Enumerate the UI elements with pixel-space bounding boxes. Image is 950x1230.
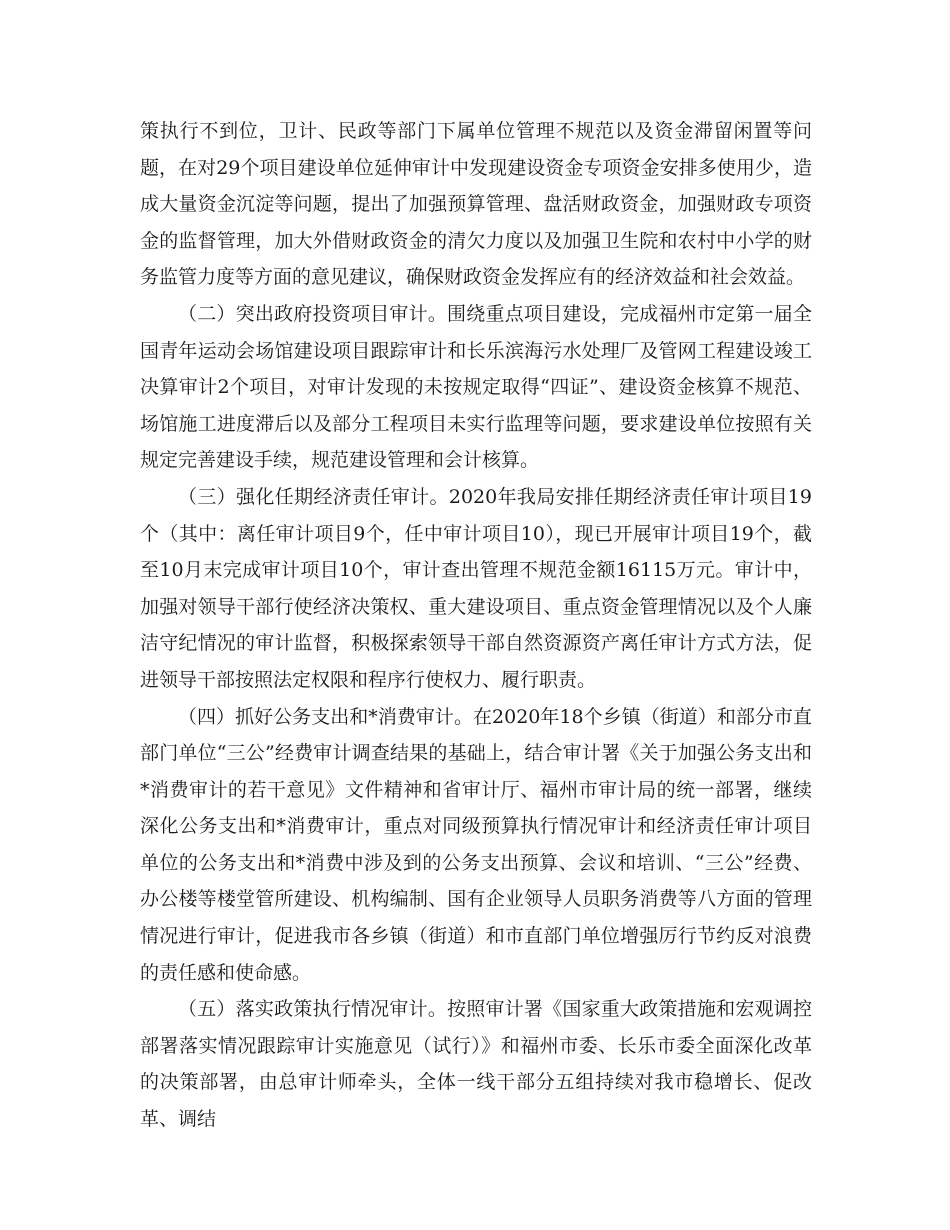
document-body: [140, 113, 812, 1138]
paragraph-4: （四）抓好公务支出和*消费审计。在2020年18个乡镇（街道）和部分市直部门单位“三公”经费审计调查结果的基础上，结合审计署《关于加强公务支出和*消费审计的若干意见》文件精神和省审计厅、福州市审计局的统一部署，继续深化公务支出和*消费审计，重点对同级预算执行情况审计和经济责任审计项目单位的公务支出和*消费中涉及到的公务支出预算、会议和培训、“三公”经费、办公楼等楼堂管所建设、机构编制、国有企业领导人员职务消费等八方面的管理情况进行审计，促进我市各乡镇（街道）和市直部门单位增强厉行节约反对浪费的责任感和使命感。: [140, 705, 812, 984]
paragraph-5: （五）落实政策执行情况审计。按照审计署《国家重大政策措施和宏观调控部署落实情况跟踪审计实施意见（试行）》和福州市委、长乐市委全面深化改革的决策部署，由总审计师牵头，全体一线干部分五组持续对我市稳增长、促改革、调结: [140, 998, 812, 1131]
paragraph-2: （二）突出政府投资项目审计。围绕重点项目建设，完成福州市定第一届全国青年运动会场馆建设项目跟踪审计和长乐滨海污水处理厂及管网工程建设竣工决算审计2个项目，对审计发现的未按规定取得“四证”、建设资金核算不规范、场馆施工进度滞后以及部分工程项目未实行监理等问题，要求建设单位按照有关规定完善建设手续，规范建设管理和会计核算。: [140, 302, 812, 472]
paragraph-3: （三）强化任期经济责任审计。2020年我局安排任期经济责任审计项目19个（其中：离任审计项目9个，任中审计项目10），现已开展审计项目19个，截至10月末完成审计项目10个，审计查出管理不规范金额16115万元。审计中，加强对领导干部行使经济决策权、重大建设项目、重点资金管理情况以及个人廉洁守纪情况的审计监督，积极探索领导干部自然资源资产离任审计方式方法，促进领导干部按照法定权限和程序行使权力、履行职责。: [140, 485, 812, 691]
paragraph-1: 策执行不到位，卫计、民政等部门下属单位管理不规范以及资金滞留闲置等问题，在对29个项目建设单位延伸审计中发现建设资金专项资金安排多使用少，造成大量资金沉淀等问题，提出了加强预算管理、盘活财政资金，加强财政专项资金的监督管理，加大外借财政资金的清欠力度以及加强卫生院和农村中小学的财务监管力度等方面的意见建议，确保财政资金发挥应有的经济效益和社会效益。: [140, 120, 812, 289]
